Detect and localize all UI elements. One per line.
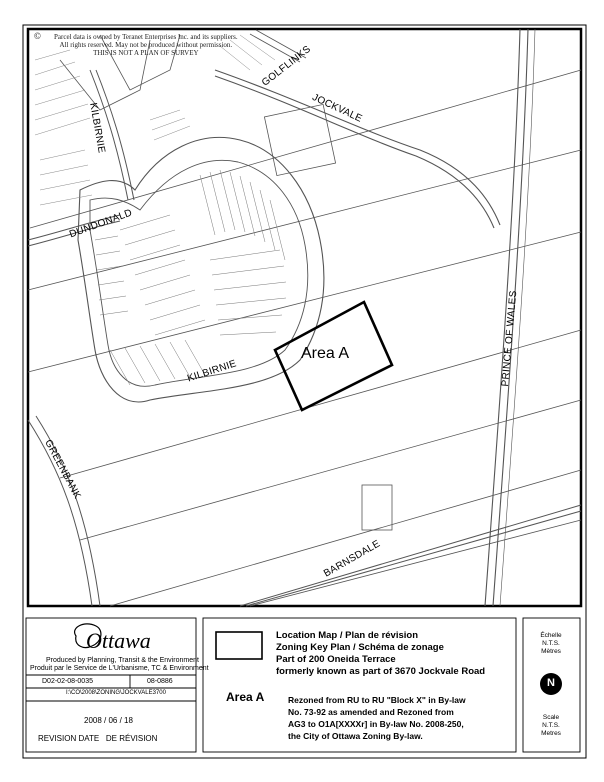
revision-date: 2008 / 06 / 18 [84,716,133,725]
produced-by-fr: Produit par le Service de L'Urbanisme, TC & Environment [30,665,209,672]
file-path: I:\CO\2008\ZONING\JOCKVALE3700 [66,690,166,696]
copyright-notice [54,33,238,58]
rezone-line: Rezoned from RU to RU "Block X" in By-law [288,695,466,705]
file-number: D02-02-08-0035 [42,678,93,685]
echelle-line: Échelle [540,632,562,639]
echelle-line: Mètres [541,648,561,655]
copyright-line: All rights reserved. May not be produced without permission. [59,41,233,50]
legend-title [276,630,485,678]
legend-title-line: formerly known as part of 3670 Jockvale Road [276,666,486,677]
copyright-line: Parcel data is owned by Teranet Enterprises Inc. and its suppliers. [54,33,238,41]
road-label-barnsdale: BARNSDALE [322,538,383,580]
legend-title-line: Zoning Key Plan / Schéma de zonage [276,642,444,653]
map-linework [28,29,581,606]
road-label-kilbirnie-north: KILBIRNIE [87,102,107,155]
rezone-line: the City of Ottawa Zoning By-law. [288,731,423,741]
rezoning-description [288,694,466,742]
scale-line: N.T.S. [542,722,560,729]
map-frame [28,29,581,606]
copyright-line: THIS IS NOT A PLAN OF SURVEY [93,49,199,58]
rezone-line: AG3 to O1A[XXXXr] in By-law No. 2008-250, [288,719,464,729]
road-label-dundonald: DUNDONALD [68,207,134,241]
legend-title-line: Part of 200 Oneida Terrace [276,654,396,665]
plan-number: 08-0886 [147,678,173,685]
road-label-jockvale: JOCKVALE [310,92,364,125]
area-a-legend-label: Area A [226,690,265,704]
road-label-prince-of-wales: PRINCE OF WALES [500,289,520,387]
echelle-block [521,632,581,656]
area-a-label: Area A [301,345,350,362]
scale-line: Metres [541,730,561,737]
road-label-golflinks: GOLFLINKS [260,43,314,89]
rezone-line: No. 73-92 as amended and Rezoned from [288,707,454,717]
copyright-icon: © [34,31,41,41]
road-label-greenbank: GREENBANK [42,438,83,501]
north-symbol: N [547,677,555,689]
legend-title-line: Location Map / Plan de révision [276,630,418,641]
produced-by-en: Produced by Planning, Transit & the Environment [46,657,199,664]
scale-block [521,714,581,738]
scale-line: Scale [542,714,560,721]
road-label-kilbirnie-south: KILBIRNIE [186,358,238,385]
revision-date-label: REVISION DATE DE RÉVISION [38,734,158,743]
echelle-line: N.T.S. [542,640,560,647]
ottawa-logo-text: Ottawa [86,628,151,653]
